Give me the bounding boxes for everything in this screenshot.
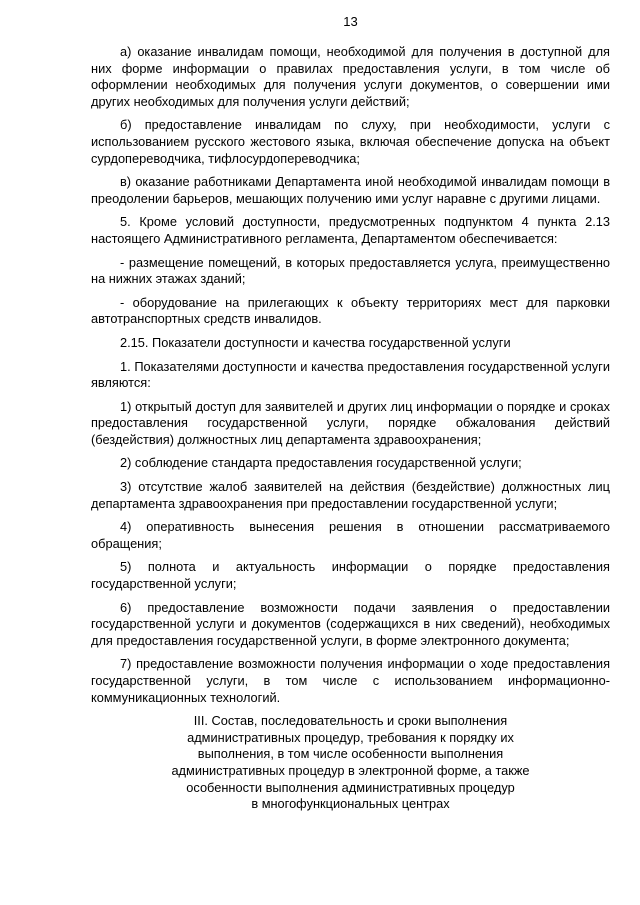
paragraph-b: б) предоставление инвалидам по слуху, при необходимости, услуги с использованием русского жестового языка, включая обеспечение допуска на объект сурдопереводчика, тифлосурдопереводчика; xyxy=(91,117,610,166)
indicator-5: 5) полнота и актуальность информации о порядке предоставления государственной услуги; xyxy=(91,559,610,592)
indicator-2: 2) соблюдение стандарта предоставления государственной услуги; xyxy=(120,455,522,471)
heading-line: административных процедур, требования к порядку их xyxy=(187,729,514,745)
heading-line: III. Состав, последовательность и сроки выполнения xyxy=(193,713,508,729)
indicator-6: 6) предоставление возможности подачи заявления о предоставлении государственной услуги и документов (содержащихся в них сведений), необходимых для предоставления государственной услуги, в форме электронного документа; xyxy=(91,599,610,648)
paragraph-v: в) оказание работниками Департамента иной необходимой инвалидам помощи в преодолении барьеров, мешающих получению ими услуг наравне с другими лицами. xyxy=(91,174,610,206)
heading-line: особенности выполнения административных процедур xyxy=(186,779,515,795)
section-iii-heading xyxy=(91,713,610,813)
indicator-3: 3) отсутствие жалоб заявителей на действия (бездействие) должностных лиц департамента здравоохранения при предоставлении государственной услуги; xyxy=(91,479,610,511)
paragraph-indicators: 1. Показателями доступности и качества предоставления государственной услуги являются: xyxy=(91,358,610,391)
indicator-4: 4) оперативность вынесения решения в отношении рассматриваемого обращения; xyxy=(91,519,610,551)
page-number: 13 xyxy=(343,14,358,29)
indicator-7: 7) предоставление возможности получения информации о ходе предоставления государственной услуги, в том числе с использованием информационно-коммуникационных технологий. xyxy=(91,656,610,705)
paragraph-5: 5. Кроме условий доступности, предусмотренных подпунктом 4 пункта 2.13 настоящего Административного регламента, Департаментом обеспечивается: xyxy=(91,214,610,246)
paragraph-bullet-parking: - оборудование на прилегающих к объекту территориях мест для парковки автотранспортных средств инвалидов. xyxy=(91,294,610,327)
indicator-1: 1) открытый доступ для заявителей и других лиц информации о порядке и сроках предоставления государственной услуги, порядке обжалования действий (бездействия) должностных лиц департамента здравоохранения; xyxy=(91,398,610,447)
heading-line: в многофункциональных центрах xyxy=(251,796,450,812)
section-2-15-title: 2.15. Показатели доступности и качества государственной услуги xyxy=(120,334,511,350)
document-body xyxy=(91,44,610,706)
paragraph-bullet-placement: - размещение помещений, в которых предоставляется услуга, преимущественно на нижних этажах зданий; xyxy=(91,254,610,287)
heading-line: административных процедур в электронной форме, а также xyxy=(171,762,530,778)
paragraph-a: а) оказание инвалидам помощи, необходимой для получения в доступной для них форме информации о правилах предоставления услуги, в том числе об оформлении необходимых для получения услуги документов, о совершении ими других необходимых для получения услуги действий; xyxy=(91,44,610,109)
heading-line: выполнения, в том числе особенности выполнения xyxy=(197,746,504,762)
